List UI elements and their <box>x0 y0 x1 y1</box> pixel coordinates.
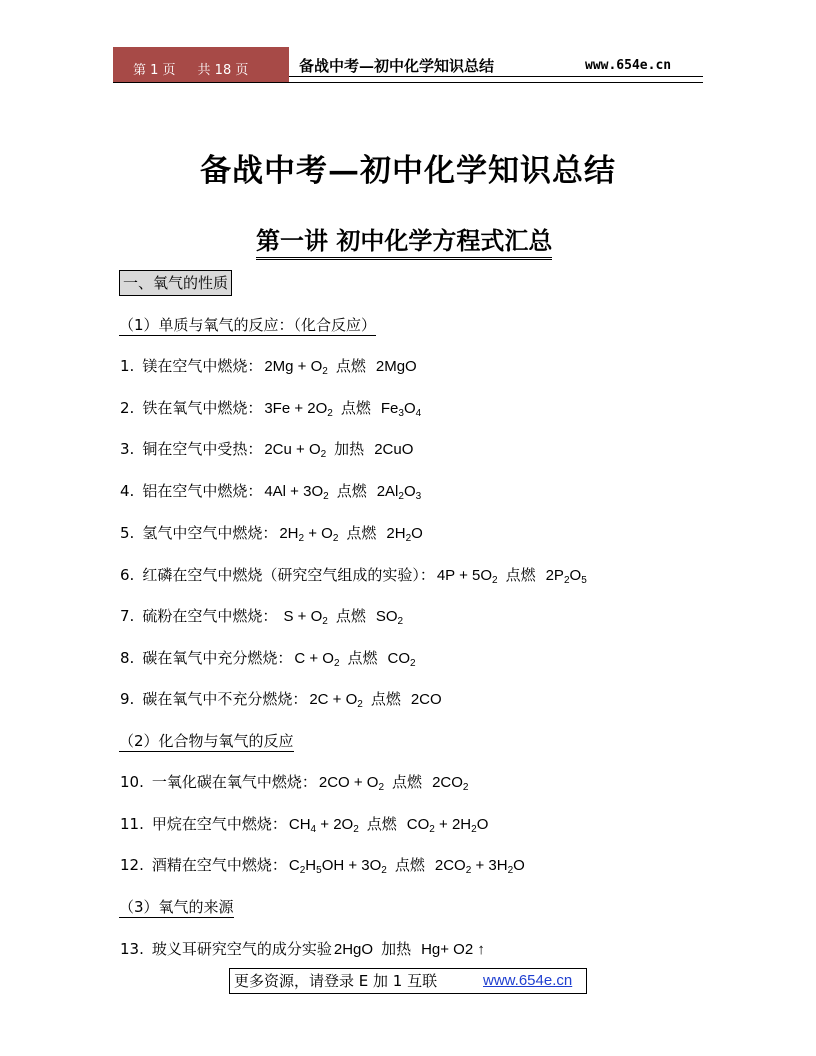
equation-reactants: $S + O_2$ <box>279 608 328 627</box>
equation-number: 13. <box>120 940 144 958</box>
equation-description: 红磷在空气中燃烧（研究空气组成的实验）： <box>142 566 435 584</box>
subsection-heading-2: （2）化合物与氧气的反应 <box>119 732 294 750</box>
equation-reactants: $C_2H_5OH + 3O_2$ <box>288 857 387 876</box>
equation-products: $CO_2 + 2H_2O$ <box>406 816 489 835</box>
footer-box <box>229 968 587 994</box>
equation-number: 8. <box>120 649 135 667</box>
page-indicator <box>133 59 248 78</box>
equation-item <box>120 938 485 961</box>
header-title: 备战中考—初中化学知识总结 <box>299 57 495 75</box>
equation-number: 2. <box>120 399 135 417</box>
equation-products: $2P_2O_5$ <box>545 567 587 586</box>
reaction-condition: 点燃 <box>392 773 423 791</box>
equation-item <box>120 813 488 836</box>
equation-item <box>120 480 421 503</box>
equation-item <box>120 438 413 461</box>
header-rule <box>289 76 703 77</box>
equation-products: $2Al_2O_3$ <box>376 483 422 502</box>
reaction-condition: 点燃 <box>335 357 366 375</box>
section-heading: 一、氧气的性质 <box>119 270 232 296</box>
equation-description: 碳在氧气中不充分燃烧： <box>142 690 308 708</box>
equation-number: 5. <box>120 524 135 542</box>
reaction-condition: 点燃 <box>394 856 425 874</box>
subsection-heading-1: （1）单质与氧气的反应：（化合反应） <box>119 316 377 334</box>
reaction-condition: 点燃 <box>347 649 378 667</box>
equation-item <box>120 688 442 711</box>
reaction-condition: 点燃 <box>336 482 367 500</box>
reaction-condition: 点燃 <box>335 607 366 625</box>
equation-item <box>120 605 403 628</box>
page-header <box>113 47 703 83</box>
equation-description: 铝在空气中燃烧： <box>142 482 263 500</box>
equation-description: 碳在氧气中充分燃烧： <box>142 649 293 667</box>
equation-description: 硫粉在空气中燃烧： <box>142 607 278 625</box>
equation-products: $Fe_3O_4$ <box>380 400 422 419</box>
reaction-condition: 加热 <box>381 940 412 958</box>
equation-number: 10. <box>120 773 144 791</box>
document-title: 备战中考—初中化学知识总结 <box>200 153 616 189</box>
equation-item <box>120 854 525 877</box>
lecture-title: 第一讲 初中化学方程式汇总 <box>256 226 552 260</box>
equation-description: 氢气中空气中燃烧： <box>142 524 278 542</box>
header-url: www.654e.cn <box>585 58 672 73</box>
page-number: 第 1 页 <box>133 63 176 78</box>
page-total: 共 18 页 <box>197 63 249 78</box>
equation-item <box>120 771 468 794</box>
equation-reactants: $CH_4 + 2O_2$ <box>288 816 359 835</box>
equation-item <box>120 564 587 587</box>
equation-products: Hg+ O2 ↑ <box>421 941 485 958</box>
header-rule-bottom <box>113 82 703 83</box>
equation-number: 1. <box>120 357 135 375</box>
reaction-condition: 点燃 <box>340 399 371 417</box>
equation-description: 玻义耳研究空气的成分实验 <box>151 940 332 958</box>
equation-number: 6. <box>120 566 135 584</box>
equation-reactants: $2CO + O_2$ <box>318 774 385 793</box>
equation-number: 9. <box>120 690 135 708</box>
equation-reactants: $C + O_2$ <box>294 650 340 669</box>
equation-reactants: $2C + O_2$ <box>309 691 363 710</box>
equation-description: 一氧化碳在氧气中燃烧： <box>151 773 317 791</box>
equation-products: $2CO_2$ <box>432 774 469 793</box>
equation-reactants: 2HgO <box>333 941 374 958</box>
equation-number: 11. <box>120 815 144 833</box>
equation-description: 酒精在空气中燃烧： <box>151 856 287 874</box>
equation-reactants: $2H_2 + O_2$ <box>279 525 339 544</box>
footer-link[interactable]: www.654e.cn <box>483 972 573 989</box>
equation-products: 2MgO <box>375 358 417 375</box>
equation-products: $2CO_2 + 3H_2O$ <box>434 857 525 876</box>
equation-item <box>120 647 416 670</box>
equation-reactants: $4Al + 3O_2$ <box>264 483 329 502</box>
reaction-condition: 加热 <box>334 440 365 458</box>
equation-description: 甲烷在空气中燃烧： <box>151 815 287 833</box>
reaction-condition: 点燃 <box>370 690 401 708</box>
page-indicator-box <box>113 47 289 83</box>
equation-number: 7. <box>120 607 135 625</box>
equation-number: 3. <box>120 440 135 458</box>
equation-number: 12. <box>120 856 144 874</box>
equation-number: 4. <box>120 482 135 500</box>
reaction-condition: 点燃 <box>346 524 377 542</box>
equation-item <box>120 355 417 378</box>
equation-description: 铜在空气中受热： <box>142 440 263 458</box>
equation-reactants: $4P + 5O_2$ <box>436 567 498 586</box>
equation-products: 2CO <box>410 691 442 708</box>
equation-reactants: $3Fe + 2O_2$ <box>264 400 333 419</box>
equation-products: 2CuO <box>374 441 414 458</box>
reaction-condition: 点燃 <box>505 566 536 584</box>
equation-item <box>120 522 423 545</box>
equation-reactants: $2Cu + O_2$ <box>264 441 327 460</box>
equation-products: $SO_2$ <box>375 608 404 627</box>
reaction-condition: 点燃 <box>366 815 397 833</box>
subsection-heading-3: （3）氧气的来源 <box>119 898 234 916</box>
equation-item <box>120 397 421 420</box>
equation-products: $CO_2$ <box>387 650 416 669</box>
equation-description: 铁在氧气中燃烧： <box>142 399 263 417</box>
equation-description: 镁在空气中燃烧： <box>142 357 263 375</box>
equation-products: $2H_2O$ <box>386 525 423 544</box>
equation-reactants: $2Mg + O_2$ <box>264 358 328 377</box>
footer-text: 更多资源，请登录 E 加 1 互联 <box>234 972 438 990</box>
